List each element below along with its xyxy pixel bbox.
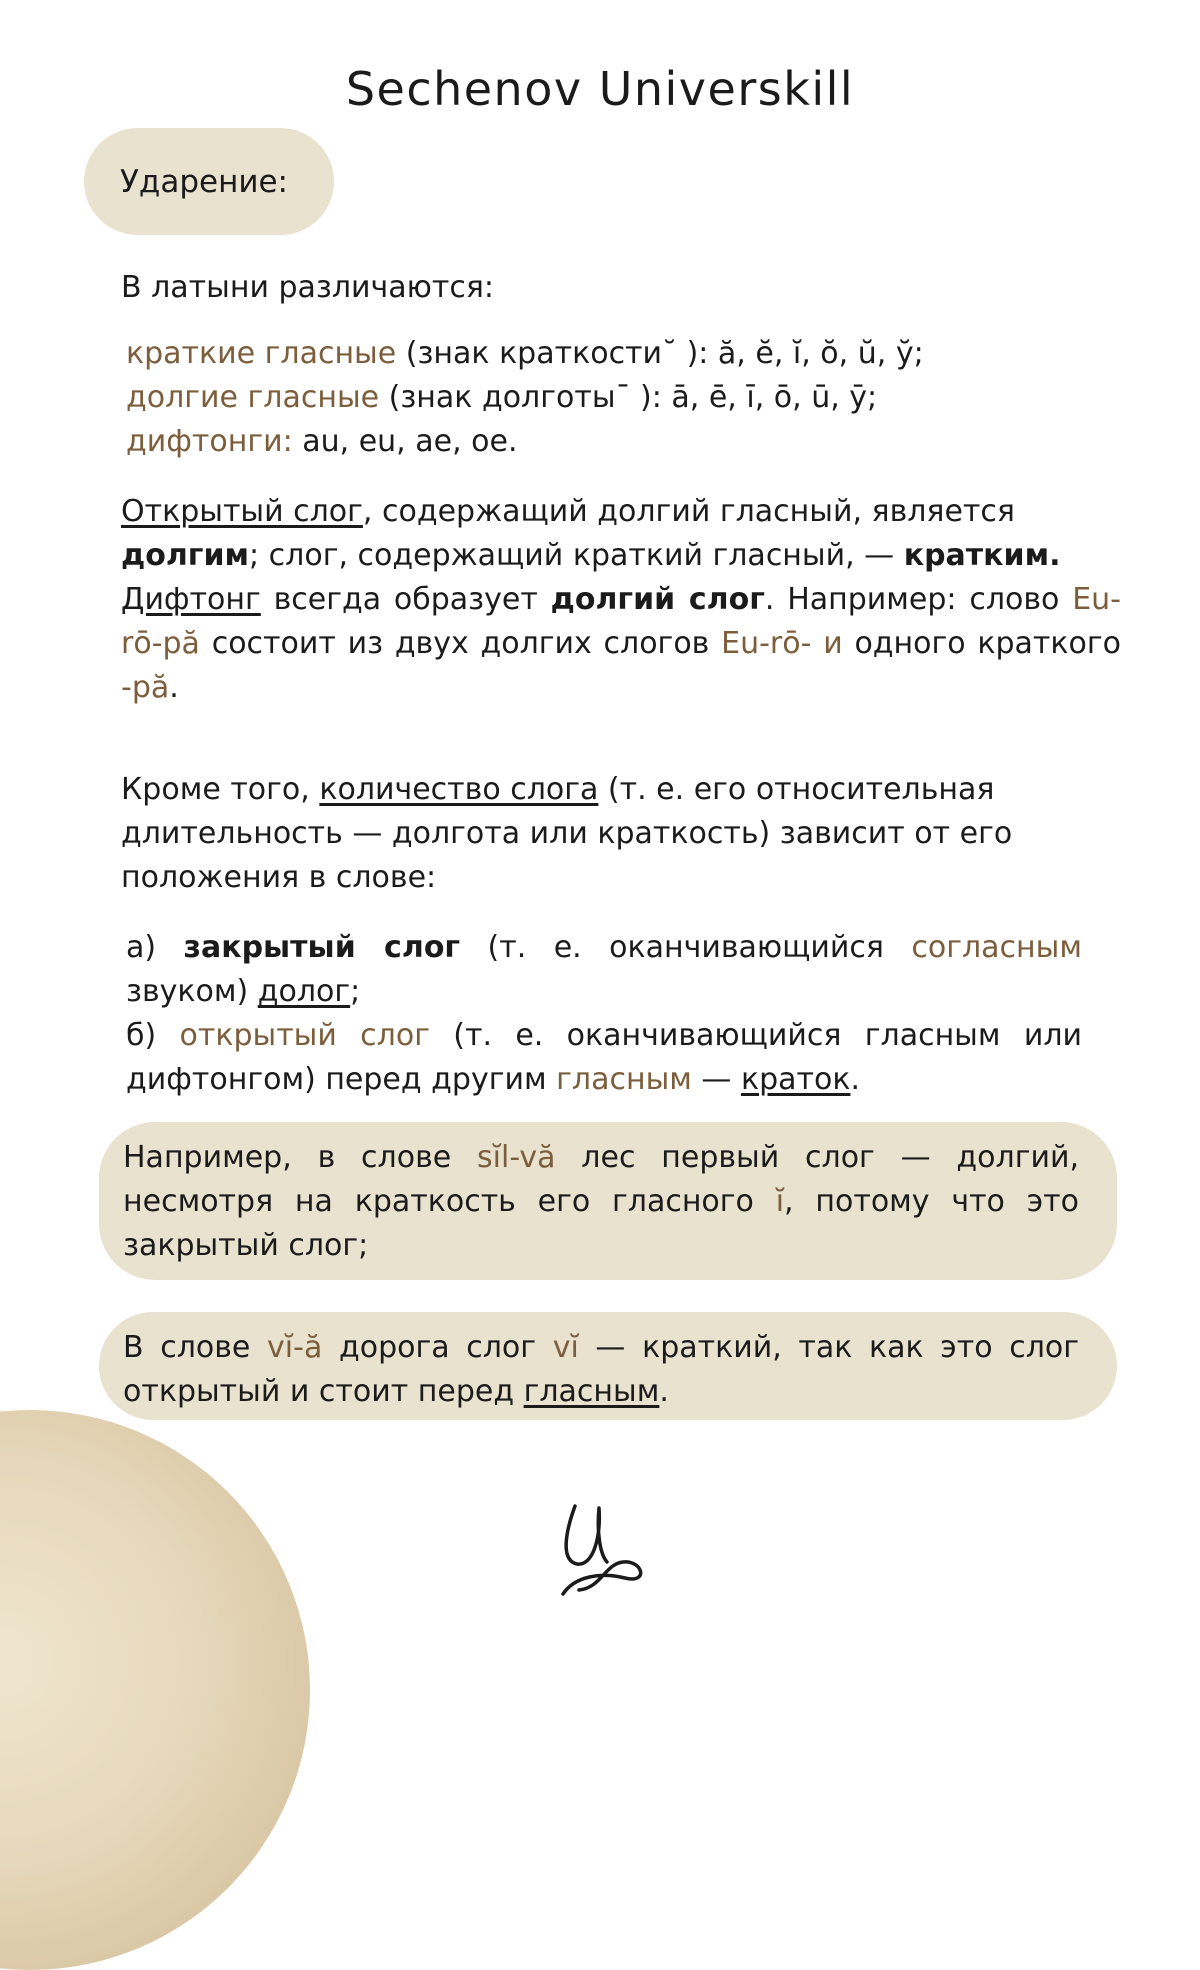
- intro-paragraph: [121, 266, 1121, 310]
- example-via-text: В слове vĭ-ă дорога слог vĭ — краткий, так как это слог открытый и стоит перед гласным.: [123, 1330, 1079, 1409]
- rule-b: б) открытый слог (т. е. оканчивающийся гласным или дифтонгом) перед другим гласным — краток.: [126, 1018, 1082, 1097]
- rule-a: а) закрытый слог (т. е. оканчивающийся согласным звуком) долог;: [126, 930, 1082, 1009]
- intro-text: В латыни различаются:: [121, 270, 495, 305]
- section-heading-pill: [84, 128, 334, 235]
- open-syllable-term: Открытый слог: [121, 494, 363, 529]
- vowel-item-short: краткие гласные (знак краткости˘ ): ă, ĕ, ĭ, ŏ, ŭ, y̆;: [126, 336, 924, 371]
- vowel-list: [126, 332, 1126, 464]
- example-silva-pill: [99, 1122, 1117, 1280]
- us-monogram-logo-icon: [553, 1498, 653, 1598]
- vowel-item-long: долгие гласные (знак долготы¯ ): ā, ē, ī, ō, ū, ȳ;: [126, 380, 878, 415]
- vowel-item-diphthong: дифтонги: au, eu, ae, oe.: [126, 424, 518, 459]
- quantity-term: количество слога: [319, 772, 599, 807]
- page-title: Sechenov Universkill: [345, 62, 855, 116]
- diphthong-term: Дифтонг: [121, 582, 261, 617]
- quantity-text: Кроме того, количество слога (т. е. его относительная длительность — долгота или краткость) зависит от его положения в слове:: [121, 772, 1013, 895]
- rules-list: [126, 926, 1082, 1102]
- decorative-corner-circle: [0, 1410, 310, 1970]
- syllable-paragraph: [121, 490, 1121, 710]
- diphthong-text: Дифтонг всегда образует долгий слог. Например: слово Eu-rō-pă состоит из двух долгих слогов Eu-rō- и одного краткого -pă.: [121, 582, 1121, 705]
- section-heading: Ударение:: [120, 163, 289, 200]
- open-syllable-text: Открытый слог, содержащий долгий гласный, является долгим; слог, содержащий краткий гласный, — кратким.: [121, 494, 1061, 573]
- example-via-pill: [99, 1312, 1117, 1420]
- quantity-paragraph: [121, 768, 1121, 900]
- example-silva-text: Например, в слове sĭl-vă лес первый слог — долгий, несмотря на краткость его гласного ĭ, потому что это закрытый слог;: [123, 1140, 1079, 1263]
